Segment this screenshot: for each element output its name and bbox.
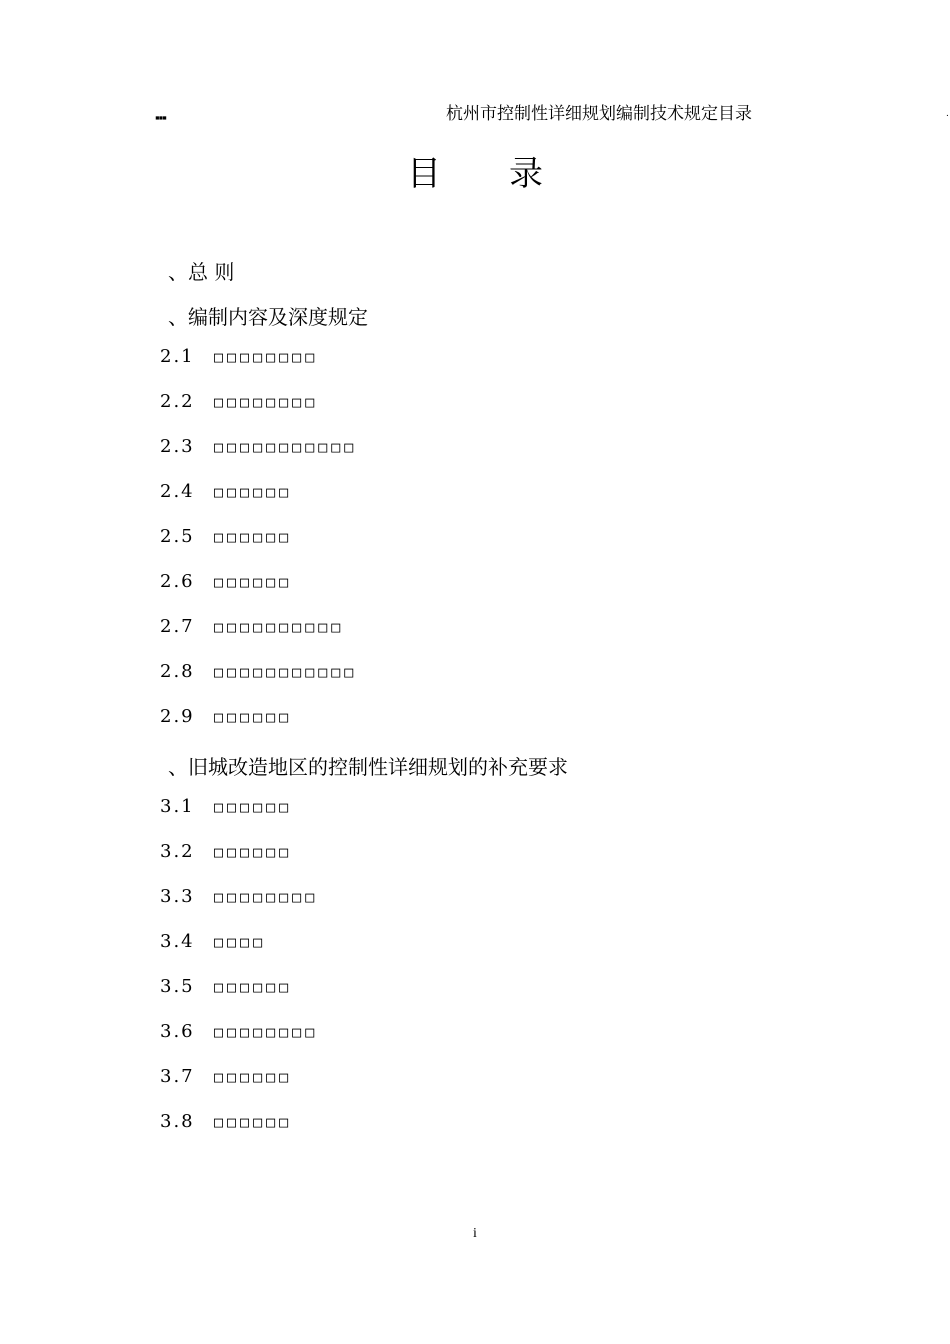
toc-section-2-3[interactable] — [160, 436, 357, 457]
toc-section-label: □□□□□□ — [214, 978, 293, 996]
toc-section-3-7[interactable] — [160, 1066, 292, 1087]
toc-section-number: 2.6 — [160, 571, 195, 592]
toc-section-3-8[interactable] — [160, 1111, 292, 1132]
toc-section-label: □□□□□□□□ — [214, 348, 319, 366]
toc-chapter-label: 、总 则 — [168, 260, 235, 284]
toc-section-2-8[interactable] — [160, 661, 357, 682]
toc-section-2-6[interactable] — [160, 571, 292, 592]
toc-heading-char: 录 — [509, 154, 577, 194]
toc-section-number: 2.2 — [160, 391, 195, 412]
toc-section-3-3[interactable] — [160, 886, 318, 907]
toc-section-label: □□□□□□□□ — [214, 888, 319, 906]
toc-section-label: □□□□□□ — [214, 843, 293, 861]
toc-section-2-2[interactable] — [160, 391, 318, 412]
toc-chapter-2[interactable] — [168, 301, 368, 330]
toc-section-label: □□□□□□ — [214, 1113, 293, 1131]
toc-section-3-5[interactable] — [160, 976, 292, 997]
toc-section-label: □□□□□□ — [214, 528, 293, 546]
toc-section-2-1[interactable] — [160, 346, 318, 367]
toc-section-number: 3.5 — [160, 976, 195, 997]
toc-section-number: 3.6 — [160, 1021, 195, 1042]
toc-section-label: □□□□□□□□□□□ — [214, 663, 358, 681]
toc-section-number: 2.7 — [160, 616, 195, 637]
toc-chapter-label: 、编制内容及深度规定 — [168, 305, 368, 329]
toc-section-label: □□□□□□□□□□□ — [214, 438, 358, 456]
page-number: i — [473, 1226, 477, 1241]
toc-section-2-5[interactable] — [160, 526, 292, 547]
toc-section-2-9[interactable] — [160, 706, 292, 727]
toc-section-number: 2.9 — [160, 706, 195, 727]
toc-section-3-4[interactable] — [160, 931, 266, 952]
toc-section-label: □□□□□□□□ — [214, 393, 319, 411]
toc-section-number: 3.7 — [160, 1066, 195, 1087]
header-corner-mark: ▪▪▪ — [155, 110, 166, 125]
toc-section-2-4[interactable] — [160, 481, 292, 502]
toc-section-3-2[interactable] — [160, 841, 292, 862]
toc-section-label: □□□□ — [214, 933, 267, 951]
toc-section-number: 3.8 — [160, 1111, 195, 1132]
toc-section-number: 3.4 — [160, 931, 195, 952]
toc-section-number: 2.4 — [160, 481, 195, 502]
toc-section-label: □□□□□□ — [214, 798, 293, 816]
toc-section-label: □□□□□□ — [214, 708, 293, 726]
header-right-mark: . — [946, 108, 949, 119]
toc-section-label: □□□□□□□□□□ — [214, 618, 345, 636]
toc-heading — [0, 146, 950, 195]
toc-heading-char: 目 — [407, 154, 475, 194]
toc-section-label: □□□□□□ — [214, 573, 293, 591]
toc-section-3-1[interactable] — [160, 796, 292, 817]
toc-section-number: 2.1 — [160, 346, 195, 367]
toc-section-number: 3.3 — [160, 886, 195, 907]
toc-section-number: 2.3 — [160, 436, 195, 457]
toc-section-label: □□□□□□ — [214, 483, 293, 501]
toc-section-number: 3.1 — [160, 796, 195, 817]
toc-section-3-6[interactable] — [160, 1021, 318, 1042]
toc-section-number: 2.8 — [160, 661, 195, 682]
running-header-title: 杭州市控制性详细规划编制技术规定目录 — [446, 104, 752, 124]
toc-section-label: □□□□□□ — [214, 1068, 293, 1086]
toc-section-number: 2.5 — [160, 526, 195, 547]
toc-chapter-1[interactable] — [168, 256, 234, 285]
toc-chapter-label: 、旧城改造地区的控制性详细规划的补充要求 — [168, 755, 568, 779]
toc-section-2-7[interactable] — [160, 616, 344, 637]
toc-section-label: □□□□□□□□ — [214, 1023, 319, 1041]
toc-chapter-3[interactable] — [168, 751, 568, 780]
toc-section-number: 3.2 — [160, 841, 195, 862]
